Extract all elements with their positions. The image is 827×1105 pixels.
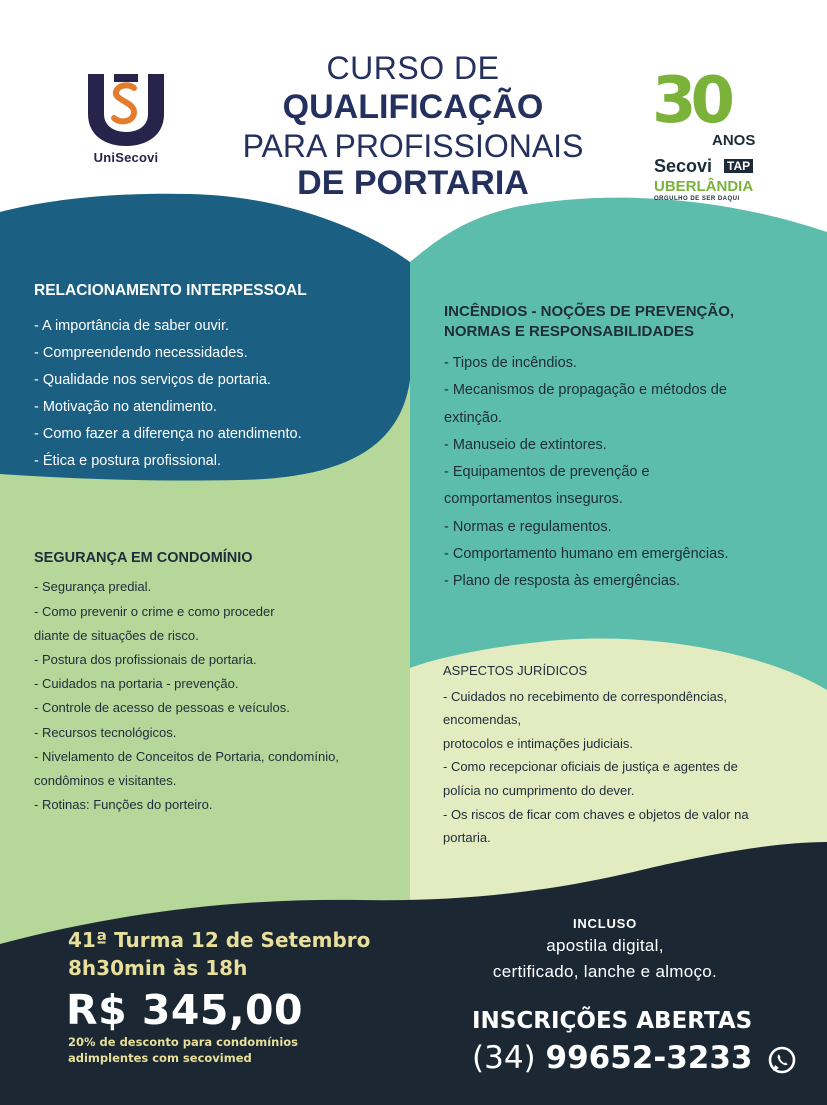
- list-item: - Cuidados no recebimento de correspondências,: [443, 688, 728, 704]
- list-item: - Rotinas: Funções do porteiro.: [34, 797, 213, 813]
- list-item: - Equipamentos de prevenção e: [444, 464, 650, 481]
- heading-line-1: INCÊNDIOS - NOÇÕES DE PREVENÇÃO,: [444, 303, 735, 320]
- section-relacionamento: [34, 282, 404, 475]
- list-item: condôminos e visitantes.: [34, 773, 177, 789]
- list-item: extinção.: [444, 409, 503, 426]
- section-items: [444, 350, 816, 596]
- list-item: - Plano de resposta às emergências.: [444, 573, 681, 590]
- title-line-1: CURSO DE: [326, 50, 500, 86]
- list-item: comportamentos inseguros.: [444, 491, 623, 508]
- list-item: - Controle de acesso de pessoas e veículos.: [34, 700, 290, 716]
- title-line-3: PARA PROFISSIONAIS: [242, 128, 584, 164]
- list-item: - Como recepcionar oficiais de justiça e agentes de: [443, 759, 738, 775]
- list-item: - Mecanismos de propagação e métodos de: [444, 382, 727, 399]
- discount-note: [68, 1034, 298, 1066]
- title-line-4: DE PORTARIA: [297, 164, 529, 202]
- page-title: [200, 52, 626, 200]
- unisecovi-mark-icon: [84, 70, 168, 148]
- phone-number[interactable]: [472, 1040, 753, 1076]
- list-item: - Como prevenir o crime e como proceder: [34, 603, 275, 619]
- turma-time: 8h30min às 18h: [68, 956, 248, 980]
- list-item: encomendas,: [443, 712, 522, 728]
- list-item: - Segurança predial.: [34, 579, 152, 595]
- incluso-line-1: apostila digital,: [546, 936, 664, 955]
- included-items: [460, 916, 750, 985]
- secovi-30-anos-logo: [652, 64, 762, 210]
- section-items: [34, 313, 404, 475]
- section-heading: SEGURANÇA EM CONDOMÍNIO: [34, 550, 253, 566]
- incluso-heading: INCLUSO: [572, 916, 638, 931]
- phone-digits: 99652-3233: [545, 1040, 753, 1076]
- list-item: - Nivelamento de Conceitos de Portaria, condomínio,: [34, 748, 339, 764]
- anniversary-number: 30: [652, 64, 730, 138]
- registration-open: INSCRIÇÕES ABERTAS: [472, 1008, 753, 1034]
- class-schedule: [68, 926, 370, 982]
- secovi-name: Secovi: [654, 156, 713, 176]
- incluso-line-2: certificado, lanche e almoço.: [492, 962, 718, 981]
- list-item: portaria.: [443, 830, 491, 846]
- secovi-tag: TAP: [724, 159, 753, 173]
- list-item: - Motivação no atendimento.: [34, 398, 217, 415]
- section-heading: RELACIONAMENTO INTERPESSOAL: [34, 282, 307, 299]
- title-line-2: QUALIFICAÇÃO: [282, 88, 544, 126]
- phone-ddd: (34): [472, 1040, 536, 1076]
- list-item: - Tipos de incêndios.: [444, 355, 577, 371]
- section-incendios: [444, 302, 816, 596]
- list-item: - Os riscos de ficar com chaves e objetos de valor na: [443, 806, 749, 822]
- whatsapp-icon[interactable]: [768, 1046, 796, 1074]
- list-item: - Como fazer a diferença no atendimento.: [34, 425, 302, 442]
- list-item: - Manuseio de extintores.: [444, 436, 607, 453]
- discount-line-1: 20% de desconto para condomínios: [68, 1035, 299, 1049]
- list-item: - Recursos tecnológicos.: [34, 724, 177, 740]
- section-items: [443, 685, 815, 850]
- unisecovi-name: UniSecovi: [93, 150, 159, 165]
- section-items: [34, 575, 406, 817]
- unisecovi-logo: [84, 70, 168, 170]
- list-item: - Comportamento humano em emergências.: [444, 546, 729, 563]
- secovi-city: UBERLÂNDIA: [654, 178, 754, 195]
- list-item: - Compreendendo necessidades.: [34, 344, 248, 361]
- list-item: - Normas e regulamentos.: [444, 518, 612, 535]
- list-item: - Postura dos profissionais de portaria.: [34, 652, 257, 667]
- anniversary-label: ANOS: [712, 132, 756, 149]
- list-item: - Qualidade nos serviços de portaria.: [34, 371, 271, 388]
- heading-line-2: NORMAS E RESPONSABILIDADES: [444, 323, 695, 340]
- section-juridicos: [443, 663, 815, 850]
- course-price: R$ 345,00: [66, 986, 304, 1034]
- list-item: protocolos e intimações judiciais.: [443, 735, 634, 751]
- discount-line-2: adimplentes com secovimed: [68, 1051, 252, 1065]
- section-seguranca: [34, 550, 406, 817]
- list-item: polícia no cumprimento do dever.: [443, 782, 635, 798]
- list-item: - Cuidados na portaria - prevenção.: [34, 676, 239, 692]
- section-heading: ASPECTOS JURÍDICOS: [443, 663, 588, 678]
- turma-date: 41ª Turma 12 de Setembro: [68, 928, 371, 952]
- section-heading: [444, 302, 816, 342]
- list-item: - Ética e postura profissional.: [34, 452, 221, 469]
- secovi-slogan: ORGULHO DE SER DAQUI: [654, 196, 740, 202]
- list-item: - A importância de saber ouvir.: [34, 317, 230, 334]
- list-item: diante de situações de risco.: [34, 627, 199, 643]
